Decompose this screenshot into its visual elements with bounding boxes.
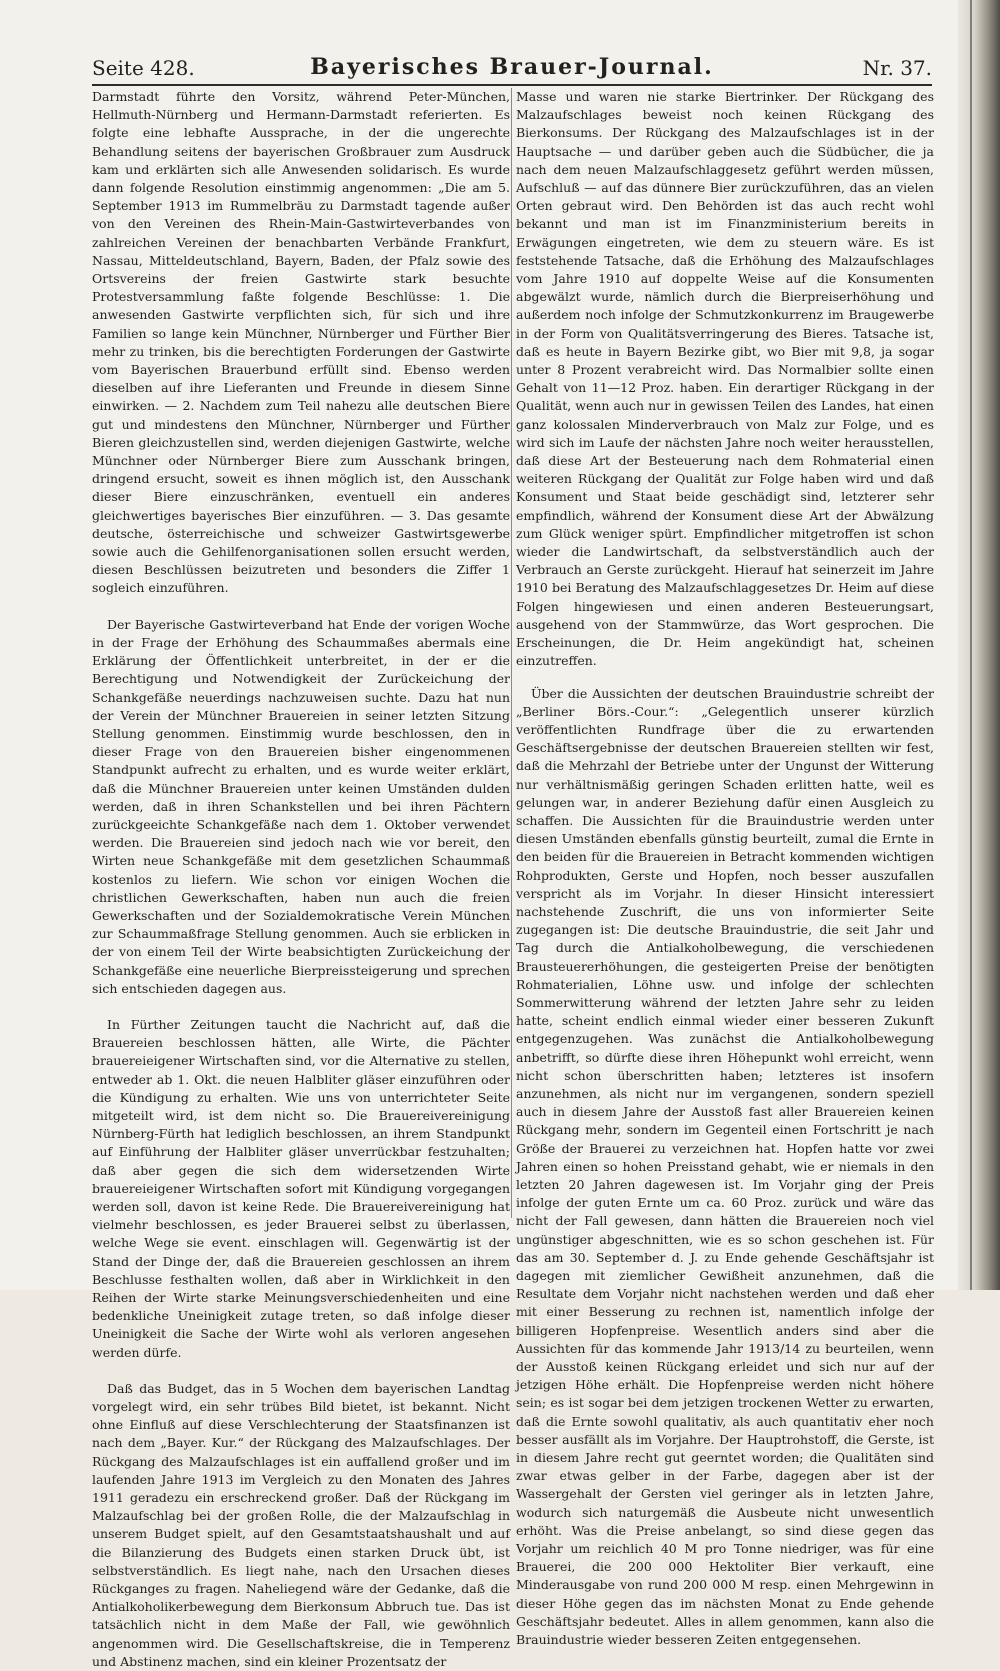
paragraph-brauindustrie: Über die Aussichten der deutschen Brauindustrie schreibt der „Berliner Börs.-Cour.“: „Gelegentlich unserer kürzlich veröffentlichten Rundfrage über die zu erwartenden Geschäftsergebnisse der deutschen Brauereien stellten wir fest, daß die Mehrzahl der Betriebe unter der Ungunst der Witterung nur verhältnismäßig geringen Schaden erlitten hatte, weil es gelungen war, in anderer Beziehung dafür einen Ausgleich zu schaffen. Die Aussichten für die Brauindustrie werden unter diesen Umständen ebenfalls günstig beurteilt, zumal die Ernte in den beiden für die Brauereien in Betracht kommenden wichtigen Rohprodukten, Gerste und Hopfen, noch besser auszufallen verspricht als im Vorjahr. In dieser Hinsicht interessiert nachstehende Zuschrift, die uns von informierter Seite zugegangen ist: Die deutsche Brauindustrie, die seit Jahr und Tag durch die Antialkoholbewegung, die verschiedenen Brausteuererhöhungen, die gesteigerten Preise der benötigten Rohmaterialien, Löhne usw. und infolge der schlechten Sommerwitterung während der letzten Jahre sehr zu leiden hatte, scheint endlich einmal wieder einer besseren Zukunft entgegenzugehen. Was zunächst die Antialkoholbewegung anbetrifft, so dürfte diese ihren Höhepunkt wohl erreicht, wenn nicht schon überschritten haben; letzteres ist insofern anzunehmen, als nicht nur im vergangenen, sondern speziell auch in diesem Jahre der Ausstoß fast aller Brauereien keinen Rückgang mehr, sondern im Gegenteil einen Fortschritt je nach Größe der Brauerei zu verzeichnen hat. Hopfen hatte vor zwei Jahren einen so hohen Preisstand gehabt, wie er niemals in den letzten 20 Jahren dagewesen ist. Im Vorjahr ging der Preis infolge der guten Ernte um ca. 60 Proz. zurück und wäre das nicht der Fall gewesen, dann hätten die Brauereien noch viel ungünstiger abgeschnitten, wie es so schon geschehen ist. Für das am 30. September d. J. zu Ende gehende Geschäftsjahr ist dagegen mit ziemlicher Gewißheit anzunehmen, daß die Resultate dem Vorjahr nicht nachstehen werden und daß eher mit einer Besserung zu rechnen ist, namentlich infolge der billigeren Hopfenpreise. Wesentlich anders sind aber die Aussichten für das kommende Jahr 1913/14 zu beurteilen, wenn der Ausstoß keinen Rückgang erleidet und sich nur auf der jetzigen Höhe erhält. Die Hopfenpreise werden nicht höhere sein; es ist sogar bei dem jetzigen trockenen Wetter zu erwarten, daß die Ernte sowohl qualitativ, als auch quantitativ eher noch besser ausfällt als im Vorjahre. Der Hauptrohstoff, die Gerste, ist in diesem Jahre recht gut geerntet worden; die Qualitäten sind zwar etwas gelber in der Farbe, dagegen aber ist der Wassergehalt der Gersten viel geringer als in letzten Jahre, wodurch sich naturgemäß die Ausbeute nicht unwesentlich erhöht. Was die Preise anbelangt, so sind diese gegen das Vorjahr um reichlich 40 M pro Tonne niedriger, was für eine Brauerei, die 200 000 Hektoliter Bier verkauft, eine Minderausgabe von rund 200 000 M resp. einen Mehrgewinn in dieser Höhe gegen das im nächsten Monat zu Ende gehende Geschäftsjahr bedeutet. Alles in allem genommen, kann also die Brauindustrie wieder besseren Zeiten entgegensehen. <box>516 685 934 1648</box>
paragraph-fuerther-zeitungen: In Fürther Zeitungen taucht die Nachricht auf, daß die Brauereien beschlossen hätten, alle Wirte, die Pächter brauereieigener Wirtschaften sind, vor die Alternative zu stellen, entweder ab 1. Okt. die neuen Halbliter gläser einzuführen oder die Kündigung zu erhalten. Wie uns von unterrichteter Seite mitgeteilt wird, ist dem nicht so. Die Brauereivereinigung Nürnberg-Fürth hat lediglich beschlossen, an ihrem Standpunkt auf Einführung der Halbliter gläser unverrückbar festzuhalten; daß aber gegen die sich dem widersetzenden Wirte brauereieigener Wirtschaften sofort mit Kündigung vorgegangen werden soll, davon ist keine Rede. Die Brauereivereinigung hat vielmehr beschlossen, es jeder Brauerei selbst zu überlassen, welche Wege sie event. einschlagen will. Gegenwärtig ist der Stand der Dinge der, daß die Brauereien geschlossen an ihrem Beschlusse festhalten wollen, daß aber in Wirklichkeit in den Reihen der Wirte starke Meinungsverschiedenheiten und eine bedenkliche Uneinigkeit zutage treten, so daß infolge dieser Uneinigkeit die Sache der Wirte wohl als verloren angesehen werden dürfe. <box>92 1016 510 1360</box>
paragraph-budget: Daß das Budget, das in 5 Wochen dem bayerischen Landtag vorgelegt wird, ein sehr trübes Bild bietet, ist bekannt. Nicht ohne Einfluß auf diese Verschlechterung der Staatsfinanzen ist nach dem „Bayer. Kur.“ der Rückgang des Malzaufschlages. Der Rückgang des Malzaufschlages ist ein auffallend großer und im laufenden Jahre 1913 im Vergleich zu den Monaten des Jahres 1911 geradezu ein erschreckend großer. Daß der Rückgang im Malzaufschlag bei der großen Rolle, die der Malzaufschlag in unserem Budget spielt, auf den Gesamtstaatshaushalt und auf die Bilanzierung des Budgets einen starken Druck übt, ist selbstverständlich. Es liegt nahe, nach den Ursachen dieses Rückganges zu fragen. Naheliegend wäre der Gedanke, daß die Antialkoholikerbewegung dem Bierkonsum Abbruch tue. Das ist tatsächlich nicht in dem Maße der Fall, wie gewöhnlich angenommen wird. Die Gesellschaftskreise, die in Temperenz und Abstinenz machen, sind ein kleiner Prozentsatz der <box>92 1380 510 1669</box>
page-header <box>92 56 932 82</box>
page-number: Seite 428. <box>92 56 195 80</box>
header-rule <box>92 84 932 86</box>
column-divider <box>511 88 512 1218</box>
issue-number: Nr. 37. <box>862 56 932 80</box>
paragraph-gastwirteverband: Der Bayerische Gastwirteverband hat Ende der vorigen Woche in der Frage der Erhöhung des Schaummaßes abermals eine Erklärung der Öffentlichkeit unterbreitet, in der er die Berechtigung und Notwendigkeit der Zurückeichung der Schankgefäße neuerdings nachzuweisen suchte. Dazu hat nun der Verein der Münchner Brauereien in seiner letzten Sitzung Stellung genommen. Einstimmig wurde beschlossen, den in dieser Frage von den Brauereien bisher eingenommenen Standpunkt aufrecht zu erhalten, und es wurde weiter erklärt, daß die Münchner Brauereien unter keinen Umständen dulden werden, daß in ihren Schankstellen und bei ihren Pächtern zurückgeeichte Schankgefäße nach dem 1. Oktober verwendet werden. Die Brauereien sind jedoch nach wie vor bereit, den Wirten neue Schankgefäße mit dem gesetzlichen Schaummaß kostenlos zu liefern. Wie schon vor einigen Wochen die christlichen Gewerkschaften, haben nun auch die freien Gewerkschaften und der Sozialdemokratische Verein München zur Schaummaßfrage Stellung genommen. Auch sie erblicken in der von einem Teil der Wirte beabsichtigten Zurückeichung der Schankgefäße eine neuerliche Bierpreissteigerung und sprechen sich entschieden dagegen aus. <box>92 616 510 996</box>
page-binding-edge <box>958 0 1000 1290</box>
left-column <box>92 88 510 1669</box>
journal-title: Bayerisches Brauer-Journal. <box>310 54 714 80</box>
paragraph-resolution: Darmstadt führte den Vorsitz, während Peter-München, Hellmuth-Nürnberg und Hermann-Darmstadt referierten. Es folgte eine lebhafte Aussprache, in der die ungerechte Behandlung seitens der bayerischen Großbrauer zum Ausdruck kam und erklärten sich alle Anwesenden solidarisch. Es wurde dann folgende Resolution einstimmig angenommen: „Die am 5. September 1913 im Rummelbräu zu Darmstadt tagende außer von den Vereinen des Rhein-Main-Gastwirteverbandes von zahlreichen Vereinen der benachbarten Verbände Frankfurt, Nassau, Mitteldeutschland, Bayern, Baden, der Pfalz sowie des Ortsvereins der freien Gastwirte stark besuchte Protestversammlung faßte folgende Beschlüsse: 1. Die anwesenden Gastwirte verpflichten sich, für sich und ihre Familien so lange kein Münchner, Nürnberger und Fürther Bier mehr zu trinken, bis die berechtigten Forderungen der Gastwirte vom Bayerischen Brauerbund erfüllt sind. Ebenso werden dieselben auf ihre Lieferanten und Freunde in diesem Sinne einwirken. — 2. Nachdem zum Teil nahezu alle deutschen Biere gut und mindestens den Münchner, Nürnberger und Fürther Bieren gleichzustellen sind, werden diejenigen Gastwirte, welche Münchner oder Nürnberger Biere zum Ausschank bringen, dringend ersucht, soweit es ihnen möglich ist, den Ausschank dieser Biere einzuschränken, eventuell ein anderes gleichwertiges bayerisches Bier einzuführen. — 3. Das gesamte deutsche, österreichische und schweizer Gastwirtsgewerbe sowie auch die Gehilfenorganisationen sollen ersucht werden, diesen Beschlüssen beizutreten und besonders die Ziffer 1 sogleich einzuführen. <box>92 89 510 596</box>
paragraph-malzaufschlag: Masse und waren nie starke Biertrinker. Der Rückgang des Malzaufschlages beweist noch keinen Rückgang des Bierkonsums. Der Rückgang des Malzaufschlages ist in der Hauptsache — und darüber geben auch die Südbücher, die ja nach dem neuen Malzaufschlaggesetz geführt werden müssen, Aufschluß — auf das dünnere Bier zurückzuführen, das an vielen Orten gebraut wird. Den Behörden ist das auch recht wohl bekannt und man ist im Finanzministerium bereits in Erwägungen eingetreten, wie dem zu steuern wäre. Es ist feststehende Tatsache, daß die Erhöhung des Malzaufschlages vom Jahre 1910 auf doppelte Weise auf die Konsumenten abgewälzt wurde, nämlich durch die Bierpreiserhöhung und außerdem noch infolge der Schmutzkonkurrenz im Braugewerbe in der Form von Qualitätsverringerung des Bieres. Tatsache ist, daß es heute in Bayern Bezirke gibt, wo Bier mit 9,8, ja sogar unter 8 Prozent verabreicht wird. Das Normalbier sollte einen Gehalt von 11—12 Proz. haben. Ein derartiger Rückgang in der Qualität, wenn auch nur in gewissen Teilen des Landes, hat einen ganz kolossalen Minderverbrauch von Malz zur Folge, und es wird sich im Laufe der nächsten Jahre noch weiter herausstellen, daß diese Art der Besteuerung nach dem Rohmaterial einen weiteren Rückgang der Qualität zur Folge haben wird und daß Konsument und Staat beide geschädigt sind, letzterer sehr empfindlich, während der Konsument diese Art der Abwälzung zum Glück weniger spürt. Empfindlicher mitgetroffen ist schon wieder die Landwirtschaft, da selbstverständlich auch der Verbrauch an Gerste zurückgeht. Hierauf hat seinerzeit im Jahre 1910 bei Beratung des Malzaufschlaggesetzes Dr. Heim auf diese Folgen hingewiesen und einen anderen Besteuerungsart, ausgehend von der Stammwürze, das Wort gesprochen. Die Erscheinungen, die Dr. Heim angekündigt hat, scheinen einzutreffen. <box>516 89 934 669</box>
right-column <box>516 88 934 1648</box>
binding-line <box>970 0 972 1290</box>
